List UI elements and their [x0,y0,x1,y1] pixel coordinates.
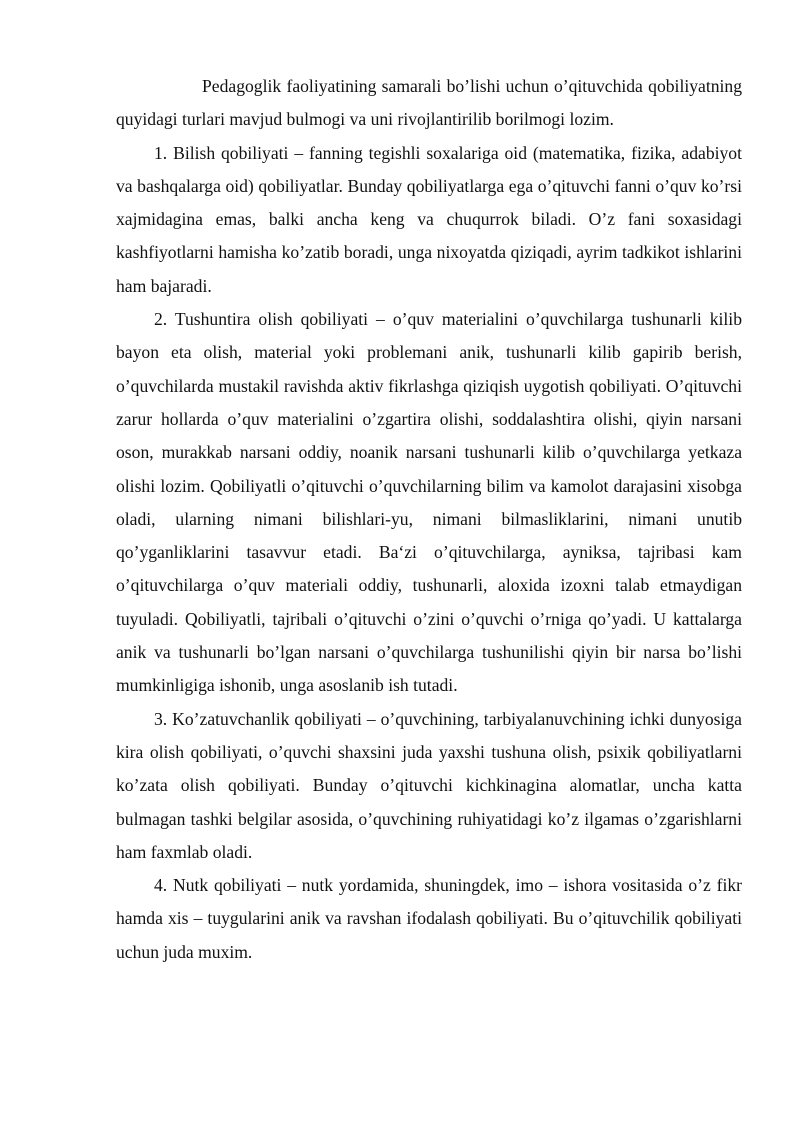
paragraph-tushuntira-olish-qobiliyati: 2. Tushuntira olish qobiliyati – o’quv materialini o’quvchilarga tushunarli kilib bayon eta olish, material yoki problemani anik, tushunarli kilib gapirib berish, o’quvchilarda mustakil ravishda aktiv fikrlashga qiziqish uygotish qobiliyati. O’qituvchi zarur hollarda o’quv materialini o’zgartira olishi, soddalashtira olishi, qiyin narsani oson, murakkab narsani oddiy, noanik narsani tushunarli kilib o’quvchilarga yetkaza olishi lozim. Qobiliyatli o’qituvchi o’quvchilarning bilim va kamolot darajasini xisobga oladi, ularning nimani bilishlari-yu, nimani bilmasliklarini, nimani unutib qo’yganliklarini tasavvur etadi. Ba‘zi o’qituvchilarga, ayniksa, tajribasi kam o’qituvchilarga o’quv materiali oddiy, tushunarli, aloxida izoxni talab etmaydigan tuyuladi. Qobiliyatli, tajribali o’qituvchi o’zini o’quvchi o’rniga qo’yadi. U kattalarga anik va tushunarli bo’lgan narsani o’quvchilarga tushunilishi qiyin bir narsa bo’lishi mumkinligiga ishonib, unga asoslanib ish tutadi. [116,309,742,696]
document-page [116,70,742,969]
paragraph-intro: Pedagoglik faoliyatining samarali bo’lishi uchun o’qituvchida qobiliyatning quyidagi turlari mavjud bulmogi va uni rivojlantirilib borilmogi lozim. [116,76,742,130]
paragraph-bilish-qobiliyati: 1. Bilish qobiliyati – fanning tegishli soxalariga oid (matematika, fizika, adabiyot va bashqalarga oid) qobiliyatlar. Bunday qobiliyatlarga ega o’qituvchi fanni o’quv ko’rsi xajmidagina emas, balki ancha keng va chuqurrok biladi. O’z fani soxasidagi kashfiyotlarni hamisha ko’zatib boradi, unga nixoyatda qiziqadi, ayrim tadkikot ishlarini ham bajaradi. [116,142,742,296]
paragraph-kozatuvchanlik-qobiliyati: 3. Ko’zatuvchanlik qobiliyati – o’quvchining, tarbiyalanuvchining ichki dunyosiga kira olish qobiliyati, o’quvchi shaxsini juda yaxshi tushuna olish, psixik qobiliyatlarni ko’zata olish qobiliyati. Bunday o’qituvchi kichkinagina alomatlar, uncha katta bulmagan tashki belgilar asosida, o’quvchining ruhiyatidagi ko’z ilgamas o’zgarishlarni ham faxmlab oladi. [116,708,742,862]
paragraph-nutk-qobiliyati: 4. Nutk qobiliyati – nutk yordamida, shuningdek, imo – ishora vositasida o’z fikr hamda xis – tuygularini anik va ravshan ifodalash qobiliyati. Bu o’qituvchilik qobiliyati uchun juda muxim. [116,875,742,962]
